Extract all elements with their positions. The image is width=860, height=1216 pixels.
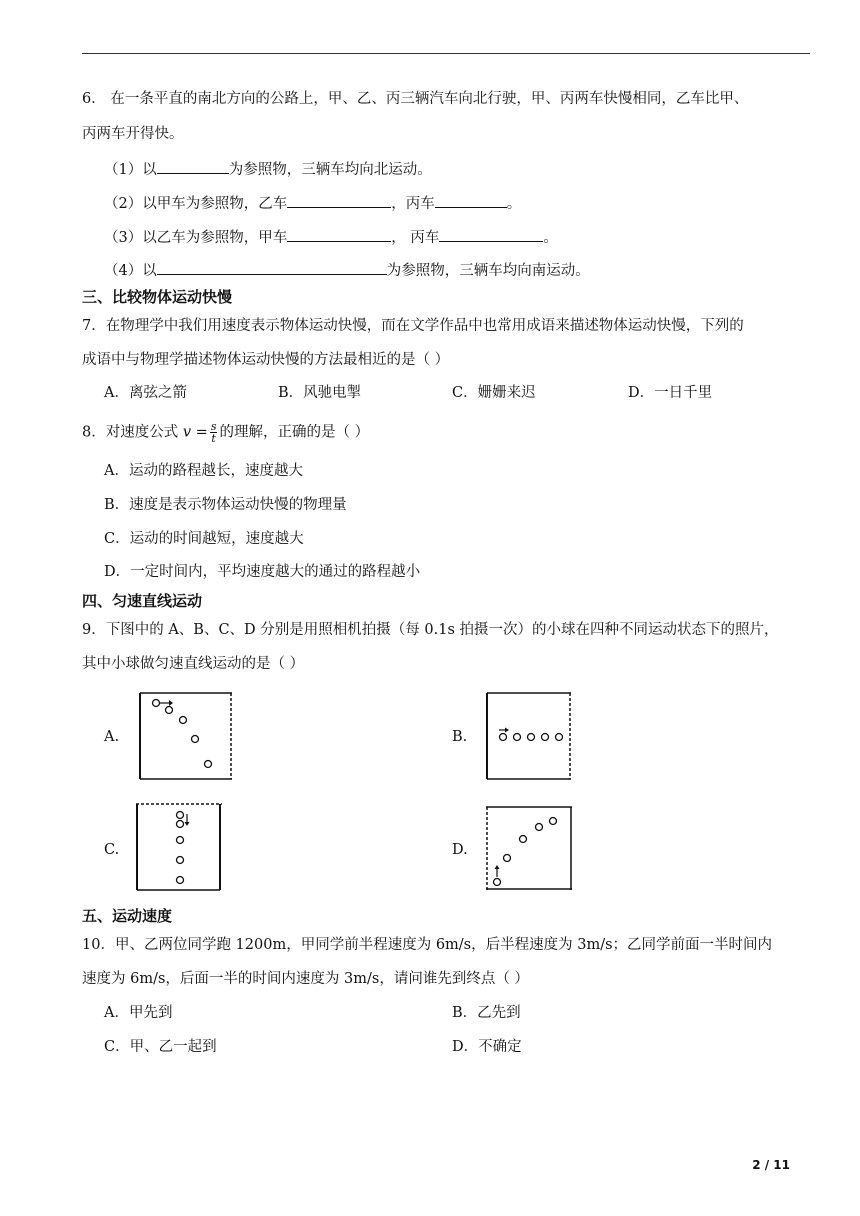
q6-part4-suffix: 为参照物，三辆车均向南运动。	[386, 263, 590, 279]
q6-part2-mid: ，丙车	[391, 196, 435, 212]
section-heading-4: 四、匀速直线运动	[82, 592, 203, 610]
q6-part3-end: 。	[543, 230, 558, 246]
q9-label-a[interactable]: A.	[104, 729, 120, 745]
q6-part2-end: 。	[506, 196, 522, 212]
q8-stem	[82, 421, 369, 444]
q9-stem-line2: 其中小球做匀速直线运动的是（ ）	[82, 656, 305, 672]
q9-figure-b	[485, 692, 573, 780]
q6-part3-mid: ， 丙车	[391, 230, 440, 246]
q6-part2-blank-yi[interactable]	[287, 192, 391, 208]
q6-part3-blank-bing[interactable]	[439, 226, 543, 242]
q8-option-d[interactable]: D．一定时间内，平均速度越大的通过的路程越小	[104, 564, 421, 580]
q7-stem-line2: 成语中与物理学描述物体运动快慢的方法最相近的是（ ）	[82, 352, 450, 368]
q8-formula-fraction	[210, 421, 218, 444]
q7-stem-line1: 7．在物理学中我们用速度表示物体运动快慢，而在文学作品中也常用成语来描述物体运动快慢，下列的	[82, 318, 744, 334]
header-rule	[82, 53, 810, 54]
q9-label-c[interactable]: C.	[104, 842, 120, 858]
q6-part3	[104, 226, 558, 248]
section-heading-3: 三、比较物体运动快慢	[82, 288, 233, 306]
q8-stem-suffix: 的理解，正确的是（ ）	[219, 424, 370, 441]
q9-figure-c	[135, 803, 223, 891]
q7-option-d[interactable]: D．一日千里	[628, 385, 713, 401]
q8-formula-denominator: t	[211, 432, 216, 445]
q10-option-c[interactable]: C．甲、乙一起到	[104, 1039, 217, 1055]
section-heading-5: 五、运动速度	[82, 907, 173, 925]
q9-label-b[interactable]: B.	[452, 729, 468, 745]
q8-option-c[interactable]: C．运动的时间越短，速度越大	[104, 531, 304, 547]
q6-part3-prefix: （3）以乙车为参照物，甲车	[104, 230, 288, 246]
q9-figure-a	[138, 692, 234, 780]
q9-label-d[interactable]: D.	[452, 842, 468, 858]
q10-option-b[interactable]: B．乙先到	[452, 1005, 521, 1021]
q9-figure-d	[485, 805, 573, 891]
q6-part2-blank-bing[interactable]	[435, 192, 507, 208]
q6-part2-prefix: （2）以甲车为参照物，乙车	[104, 196, 288, 212]
q6-part1-prefix: （1）以	[104, 162, 157, 178]
q6-part4-blank[interactable]	[157, 259, 387, 275]
q8-option-a[interactable]: A．运动的路程越长，速度越大	[104, 463, 303, 479]
q8-formula-eq: =	[195, 424, 208, 441]
q10-stem-line2: 速度为 6m/s，后面一半的时间内速度为 3m/s，请问谁先到终点（ ）	[82, 971, 529, 987]
q6-part3-blank-jia[interactable]	[287, 226, 391, 242]
q8-formula-v: v	[182, 424, 192, 441]
q8-stem-prefix: 8．对速度公式	[82, 424, 179, 441]
q6-stem-line1: 6． 在一条平直的南北方向的公路上，甲、乙、丙三辆汽车向北行驶，甲、丙两车快慢相同，乙车比甲、	[82, 91, 749, 107]
q10-option-d[interactable]: D．不确定	[452, 1039, 522, 1055]
page-number: 2 / 11	[752, 1158, 790, 1172]
q8-option-b[interactable]: B．速度是表示物体运动快慢的物理量	[104, 497, 347, 513]
q6-part1	[104, 158, 432, 180]
q6-part1-suffix: 为参照物，三辆车均向北运动。	[228, 162, 432, 178]
q7-option-c[interactable]: C．姗姗来迟	[452, 385, 536, 401]
q6-stem-line2: 丙两车开得快。	[82, 126, 184, 142]
q9-stem-line1: 9．下图中的 A、B、C、D 分别是用照相机拍摄（每 0.1s 拍摄一次）的小球在四种不同运动状态下的照片，	[82, 622, 779, 638]
q7-option-a[interactable]: A．离弦之箭	[104, 385, 187, 401]
q6-part4	[104, 259, 590, 281]
q8-formula-numerator: s	[210, 420, 217, 433]
q6-part1-blank[interactable]	[157, 158, 229, 174]
q6-part4-prefix: （4）以	[104, 263, 157, 279]
q7-option-b[interactable]: B．风驰电掣	[278, 385, 362, 401]
q10-stem-line1: 10．甲、乙两位同学跑 1200m，甲同学前半程速度为 6m/s，后半程速度为 3m/s；乙同学前面一半时间内	[82, 937, 773, 953]
q10-option-a[interactable]: A．甲先到	[104, 1005, 173, 1021]
q6-part2	[104, 192, 521, 214]
